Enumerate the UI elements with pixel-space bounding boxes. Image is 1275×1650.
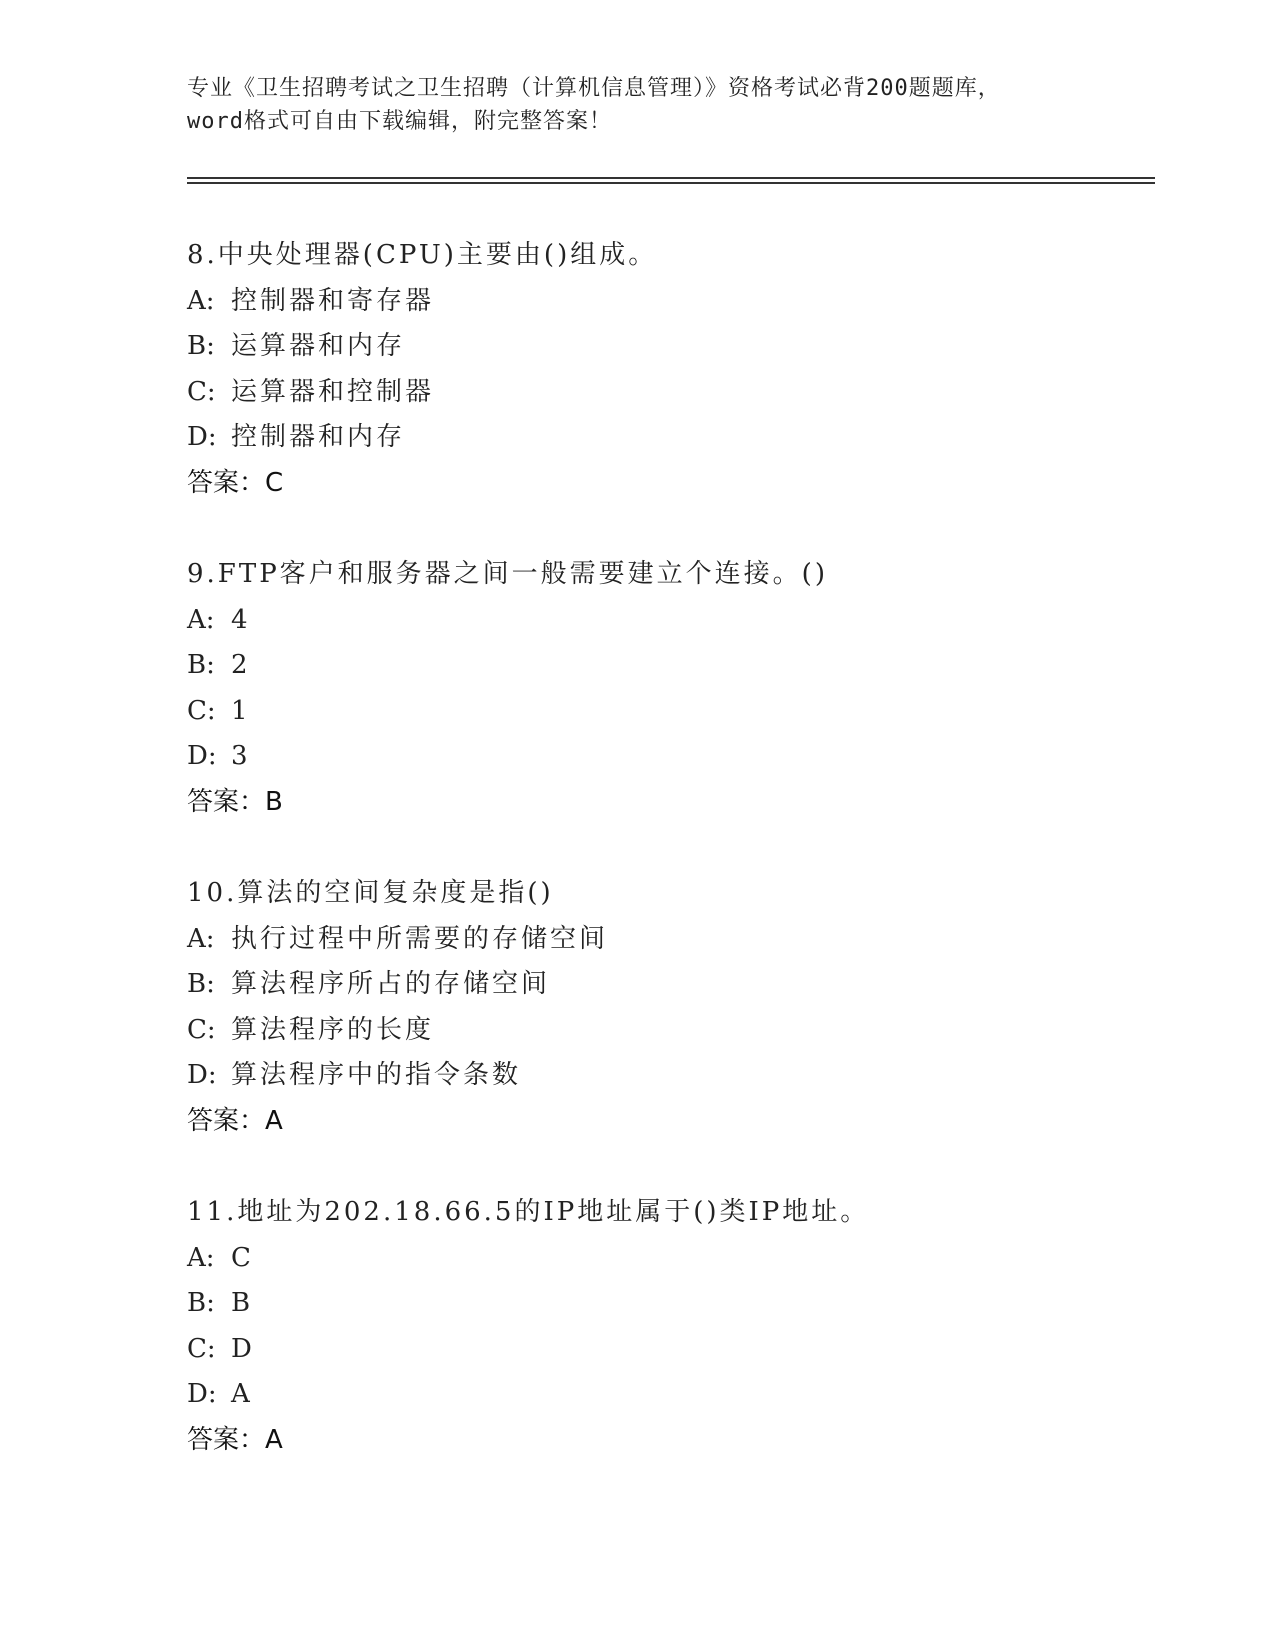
answer-line: 答案：A [187, 1424, 283, 1455]
option-label: C: [187, 1333, 216, 1364]
option-c [187, 1008, 1187, 1054]
header-divider-top [187, 177, 1155, 179]
option-text: A [231, 1379, 253, 1409]
option-label: D: [187, 1379, 217, 1409]
option-d [187, 1053, 1187, 1099]
answer-line: 答案：A [187, 1105, 283, 1136]
option-label: C: [187, 1014, 216, 1045]
option-c [187, 689, 1187, 735]
option-label: B: [187, 331, 215, 361]
option-c [187, 1327, 1187, 1373]
option-label: B: [187, 1288, 215, 1318]
option-label: C: [187, 376, 216, 407]
option-label: B: [187, 650, 215, 680]
option-c [187, 370, 1187, 416]
option-b [187, 643, 1187, 689]
question-stem: 10.算法的空间复杂度是指() [187, 878, 554, 908]
question-11 [187, 1190, 1187, 1463]
option-label: C: [187, 695, 216, 726]
question-stem: 9.FTP客户和服务器之间一般需要建立个连接。() [187, 559, 828, 589]
option-text: C [231, 1242, 254, 1273]
option-text: 算法程序的长度 [231, 1014, 435, 1045]
option-b [187, 324, 1187, 370]
option-a [187, 279, 1187, 325]
option-label: B: [187, 969, 215, 999]
option-a [187, 1236, 1187, 1282]
document-header [187, 72, 1087, 138]
option-a [187, 598, 1187, 644]
option-d [187, 415, 1187, 461]
option-text: 控制器和寄存器 [231, 285, 435, 316]
option-d [187, 1372, 1187, 1418]
answer-line: 答案：C [187, 467, 284, 498]
header-subtitle-line: word格式可自由下载编辑，附完整答案！ [187, 109, 612, 134]
question-stem: 8.中央处理器(CPU)主要由()组成。 [187, 240, 658, 270]
answer-line: 答案：B [187, 786, 283, 817]
question-10 [187, 871, 1187, 1144]
option-text: 3 [231, 741, 251, 771]
option-label: D: [187, 422, 217, 452]
question-8 [187, 233, 1187, 506]
option-label: D: [187, 741, 217, 771]
option-text: 运算器和内存 [231, 331, 406, 361]
question-9 [187, 552, 1187, 825]
option-label: A: [187, 604, 215, 635]
option-text: B [231, 1288, 254, 1318]
option-text: 执行过程中所需要的存储空间 [231, 923, 609, 954]
option-d [187, 734, 1187, 780]
option-text: 算法程序所占的存储空间 [231, 969, 551, 999]
option-text: 控制器和内存 [231, 422, 406, 452]
option-label: A: [187, 1242, 215, 1273]
option-text: 运算器和控制器 [231, 376, 435, 407]
option-text: 2 [231, 650, 251, 680]
option-text: 算法程序中的指令条数 [231, 1060, 522, 1090]
option-label: D: [187, 1060, 217, 1090]
option-label: A: [187, 923, 215, 954]
question-stem: 11.地址为202.18.66.5的IP地址属于()类IP地址。 [187, 1197, 870, 1227]
option-text: 4 [231, 604, 251, 635]
header-divider-bottom [187, 182, 1155, 184]
option-label: A: [187, 285, 215, 316]
header-title-line: 专业《卫生招聘考试之卫生招聘（计算机信息管理）》资格考试必背200题题库， [187, 76, 1001, 101]
option-b [187, 962, 1187, 1008]
option-text: D [231, 1333, 255, 1364]
option-a [187, 917, 1187, 963]
option-b [187, 1281, 1187, 1327]
option-text: 1 [231, 695, 251, 726]
